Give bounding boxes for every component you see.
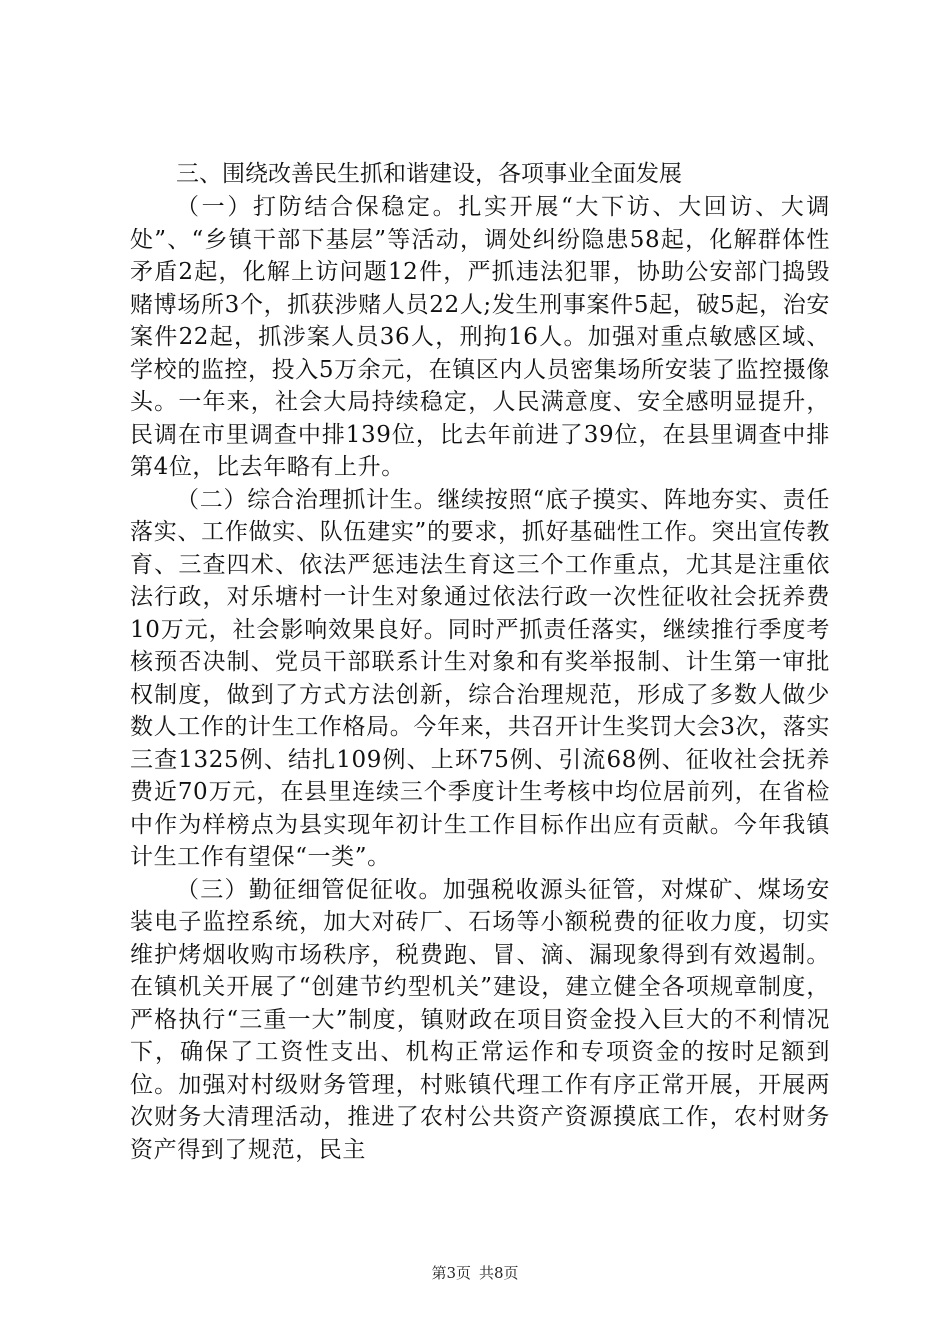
- document-body: [130, 158, 830, 1166]
- page-total: 共8页: [479, 1264, 519, 1282]
- section-heading: 三、围绕改善民生抓和谐建设，各项事业全面发展: [176, 161, 682, 187]
- page-number: 第3页: [431, 1264, 471, 1282]
- paragraph-stability: （一）打防结合保稳定。扎实开展“大下访、大回访、大调处”、“乡镇干部下基层”等活动，调处纠纷隐患58起，化解群体性矛盾2起，化解上访问题12件，严抓违法犯罪，协助公安部门捣毁赌博场所3个，抓获涉赌人员22人;发生刑事案件5起，破5起，治安案件22起，抓涉案人员36人，刑拘16人。加强对重点敏感区域、学校的监控，投入5万余元，在镇区内人员密集场所安装了监控摄像头。一年来，社会大局持续稳定，人民满意度、安全感明显提升，民调在市里调查中排139位，比去年前进了39位，在县里调查中排第4位，比去年略有上升。: [130, 194, 830, 480]
- paragraph-tax-collection: （三）勤征细管促征收。加强税收源头征管，对煤矿、煤场安装电子监控系统，加大对砖厂、石场等小额税费的征收力度，切实维护烤烟收购市场秩序，税费跑、冒、滴、漏现象得到有效遏制。在镇机关开展了“创建节约型机关”建设，建立健全各项规章制度，严格执行“三重一大”制度，镇财政在项目资金投入巨大的不利情况下，确保了工资性支出、机构正常运作和专项资金的按时足额到位。加强对村级财务管理，村账镇代理工作有序正常开展，开展两次财务大清理活动，推进了农村公共资产资源摸底工作，农村财务资产得到了规范，民主: [130, 876, 830, 1163]
- page-footer: [0, 1263, 950, 1283]
- paragraph-family-planning: （二）综合治理抓计生。继续按照“底子摸实、阵地夯实、责任落实、工作做实、队伍建实”的要求，抓好基础性工作。突出宣传教育、三查四术、依法严惩违法生育这三个工作重点，尤其是注重依法行政，对乐塘村一计生对象通过依法行政一次性征收社会抚养费10万元，社会影响效果良好。同时严抓责任落实，继续推行季度考核预否决制、党员干部联系计生对象和有奖举报制、计生第一审批权制度，做到了方式方法创新，综合治理规范，形成了多数人做少数人工作的计生工作格局。今年来，共召开计生奖罚大会3次，落实三查1325例、结扎109例、上环75例、引流68例、征收社会抚养费近70万元，在县里连续三个季度计生考核中均位居前列，在省检中作为样榜点为县实现年初计生工作目标作出应有贡献。今年我镇计生工作有望保“一类”。: [130, 486, 830, 870]
